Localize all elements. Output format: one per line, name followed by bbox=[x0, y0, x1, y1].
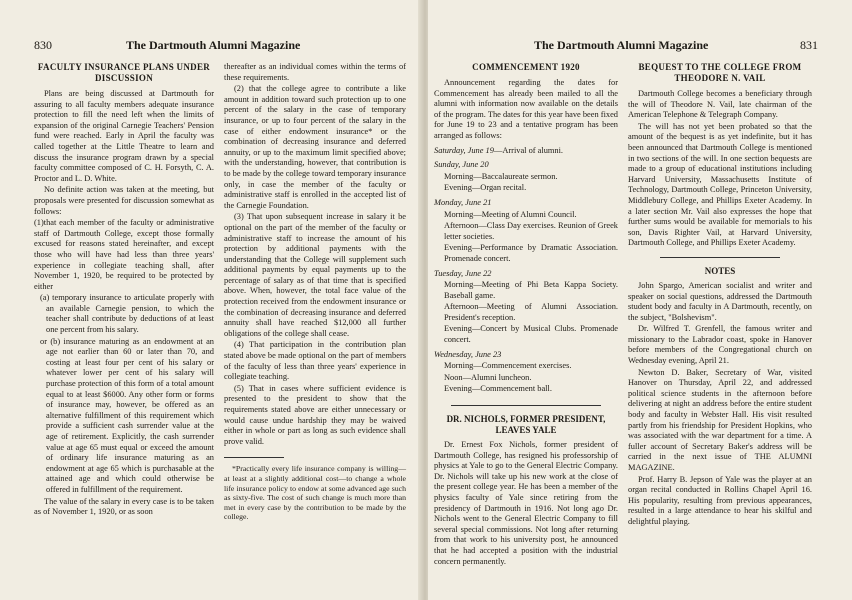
paragraph: No definite action was taken at the meeting, but proposals were presented for discussion somewhat as follows: bbox=[34, 185, 214, 216]
schedule-day: Sunday, June 20 bbox=[434, 160, 489, 170]
section-rule bbox=[451, 405, 601, 406]
nichols-headline: DR. NICHOLS, FORMER PRESIDENT, LEAVES YALE bbox=[446, 414, 606, 436]
paragraph: Announcement regarding the dates for Commencement has already been mailed to all the alumni with information now available on the details of the program. The dates for this year have been fixed for June 19 to 23 and a tentative program has been arranged as follows: bbox=[434, 78, 618, 140]
faculty-insurance-headline: FACULTY INSURANCE PLANS UNDER DISCUSSION bbox=[37, 62, 211, 83]
paragraph: The value of the salary in every case is to be taken as of November 1, 1920, or as soon bbox=[34, 496, 214, 517]
schedule-event: Evening—Concert by Musical Clubs. Promenade concert. bbox=[444, 324, 618, 345]
schedule-event: Morning—Meeting of Phi Beta Kappa Society. Baseball game. bbox=[444, 280, 618, 300]
paragraph: or (b) insurance maturing as an endowment at an age not earlier than 60 or later than 70, and costing at least four per cent of his salary or whatever lower per cent of his salary will purchase protection of this form of a total amount equal to at least $6000. Any other form or forms of insurance may, however, be offered as an alternative fulfillment of this requirement which provide a sufficient cash surrender value at the age of retirement. Explicitly, the cash surrender value at age 65 must equal or exceed the amount of ordinary life insurance maturing as an endowment at age 65 which is purchasable at the attained age and which could otherwise be offered in fulfillment of the requirement. bbox=[40, 336, 214, 494]
vail-bequest-headline: BEQUEST TO THE COLLEGE FROM THEODORE N. VAIL bbox=[638, 62, 802, 83]
note-paragraph: John Spargo, American socialist and writer and speaker on social questions, addressed the Dartmouth student body and faculty in A Dartmouth, recently, on the subject, "Bolshevism". bbox=[628, 280, 812, 322]
paragraph: (1)that each member of the faculty or administrative staff of Dartmouth College, except those formally excused for reasons stated hereinafter, and except those who will have had less than three years' experience in collegiate teaching shall, after November 1, 1920, be required to be protected by either bbox=[34, 218, 214, 291]
footnote-rule bbox=[224, 457, 284, 458]
schedule-day: Saturday, June 19—Arrival of alumni. bbox=[434, 145, 564, 155]
left-running-head: The Dartmouth Alumni Magazine bbox=[126, 38, 301, 52]
left-page-number: 830 bbox=[34, 38, 52, 52]
right-page bbox=[428, 0, 852, 600]
paragraph: (3) That upon subsequent increase in salary it be optional on the part of the member of the faculty or administrative staff to increase the amount of his protection by additional payments with the understanding that the College will supplement such additional payments by equal payments up to the percentage of salary as of that time that is specified above. When, however, the total face value of the protection received from the endowment insurance or the combination of decreasing insurance and deferred annuity shall have reached $12,000 all further obligations of the college shall cease. bbox=[224, 212, 406, 338]
paragraph: (5) That in cases where sufficient evidence is presented to the president to show that the requirements stated above are either unnecessary or would cause undue hardship they may be waived either in whole or part as long as such evidence shall prove valid. bbox=[224, 383, 406, 446]
section-rule bbox=[660, 257, 780, 258]
right-column-2 bbox=[628, 62, 812, 529]
footnote: *Practically every life insurance company is willing—at least at a slightly additional cost—to change a whole life insurance policy to endow at some advanced age such as sixty-five. The cost of such change is much more than met in every case by the contribution to be made by the college. bbox=[224, 464, 406, 522]
right-running-head: The Dartmouth Alumni Magazine bbox=[534, 38, 709, 52]
schedule-event: Afternoon—Meeting of Alumni Association. President's reception. bbox=[444, 302, 618, 322]
paragraph: (a) temporary insurance to articulate properly with an available Carnegie pension, to which the teacher shall contribute by deductions of at least one percent from his salary. bbox=[40, 293, 214, 335]
schedule-event: Evening—Organ recital. bbox=[444, 183, 527, 193]
paragraph: Dartmouth College becomes a beneficiary through the will of Theodore N. Vail, late chairman of the American Telephone & Telegraph Company. bbox=[628, 89, 812, 120]
schedule-day: Wednesday, June 23 bbox=[434, 349, 502, 359]
schedule-event: Morning—Meeting of Alumni Council. bbox=[444, 209, 577, 219]
right-column-1 bbox=[434, 62, 618, 568]
schedule-event: Morning—Baccalaureate sermon. bbox=[444, 171, 558, 181]
schedule-day: Tuesday, June 22 bbox=[434, 268, 492, 278]
paragraph: thereafter as an individual comes within the terms of these requirements. bbox=[224, 62, 406, 82]
schedule-day: Monday, June 21 bbox=[434, 197, 492, 207]
note-paragraph: Prof. Harry B. Jepson of Yale was the player at an organ recital conducted in Rollins Chapel April 16. His popularity, resulting from previous appearances, resulted in a large attendance to hear his skilful and delightful playing. bbox=[628, 474, 812, 526]
right-page-number: 831 bbox=[800, 38, 818, 52]
left-column-2 bbox=[224, 62, 406, 523]
commencement-headline: COMMENCEMENT 1920 bbox=[472, 62, 580, 72]
paragraph: The will has not yet been probated so that the amount of the bequest is as yet indefinite, but it has been announced that Dartmouth College is mentioned in two sections of the will. In one section bequests are made to a group of educational institutions including Harvard University, Massachusetts Institute of Technology, Dartmouth College, Princeton University, Middlebury College, and Phillips Exeter Academy. In a later section Mr. Vail also expresses the hope that further sums would be available for memorials to his son, Davis Righter Vail, at Harvard University, Dartmouth College, and Phillips Exeter Academy. bbox=[628, 121, 812, 248]
schedule-event: Afternoon—Class Day exercises. Reunion of Greek letter societies. bbox=[444, 221, 618, 241]
paragraph: (2) that the college agree to contribute a like amount in addition toward such protection up to one percent of the salary in the case of temporary insurance, or up to four percent of the salary in the case of either endowment insurance* or the combination of decreasing insurance and deferred annuity, or up to the maximum limit specified above; with the understanding, however, that contribution is to be made by the college toward temporary insurance only, in case the member of the faculty or administrative staff is enrolled in the accepted list of the Carnegie Foundation. bbox=[224, 84, 406, 210]
paragraph: Plans are being discussed at Dartmouth for assuring to all faculty members adequate insurance protection to fill the need left when the limits of expansion of the original Carnegie Teachers' Pension fund were reached. Early in April the faculty was called together at the Little Theatre to learn and discuss the insurance program drawn by a special faculty committee composed of C. H. Forsyth, C. A. Proctor and L. D. White. bbox=[34, 89, 214, 183]
schedule-event: Noon—Alumni luncheon. bbox=[444, 372, 532, 382]
schedule-event: Evening—Performance by Dramatic Association. Promenade concert. bbox=[444, 243, 618, 263]
paragraph: (4) That participation in the contribution plan stated above be made optional on the part of members of the faculty of less than three years' experience in collegiate teaching. bbox=[224, 340, 406, 382]
schedule-event: Morning—Commencement exercises. bbox=[444, 361, 572, 371]
note-paragraph: Newton D. Baker, Secretary of War, visited Hanover on Thursday, April 22, and addressed political science students in the afternoon before delivering at night an address before the entire student body and faculty in Webster Hall. His visit resulted partly from his friendship for President Hopkins, who was associated with the war department for a time. A fuller account of Secretary Baker's address will be carried in the next issue of THE ALUMNI MAGAZINE. bbox=[628, 367, 812, 472]
notes-headline: NOTES bbox=[704, 265, 736, 276]
note-paragraph: Dr. Wilfred T. Grenfell, the famous writer and missionary to the Labrador coast, spoke in Hanover before members of the Congregational church on Wednesday evening, April 21. bbox=[628, 324, 812, 366]
left-column-1 bbox=[34, 62, 214, 519]
schedule-event: Evening—Commencement ball. bbox=[444, 384, 552, 394]
left-page bbox=[0, 0, 422, 600]
paragraph: Dr. Ernest Fox Nichols, former president of Dartmouth College, has resigned his professorship of physics at Yale to go to the General Electric Company. Dr. Nichols will take up his new work at the close of the present college year. He has been a member of the physics faculty of Yale since retiring from the presidency of Dartmouth in 1916. Not long ago Dr. Nichols went to the General Electric Company to fill several special commissions. Not long after returning from that work to his university post, he announced that he had accepted a position with the industrial concern permanently. bbox=[434, 440, 618, 566]
